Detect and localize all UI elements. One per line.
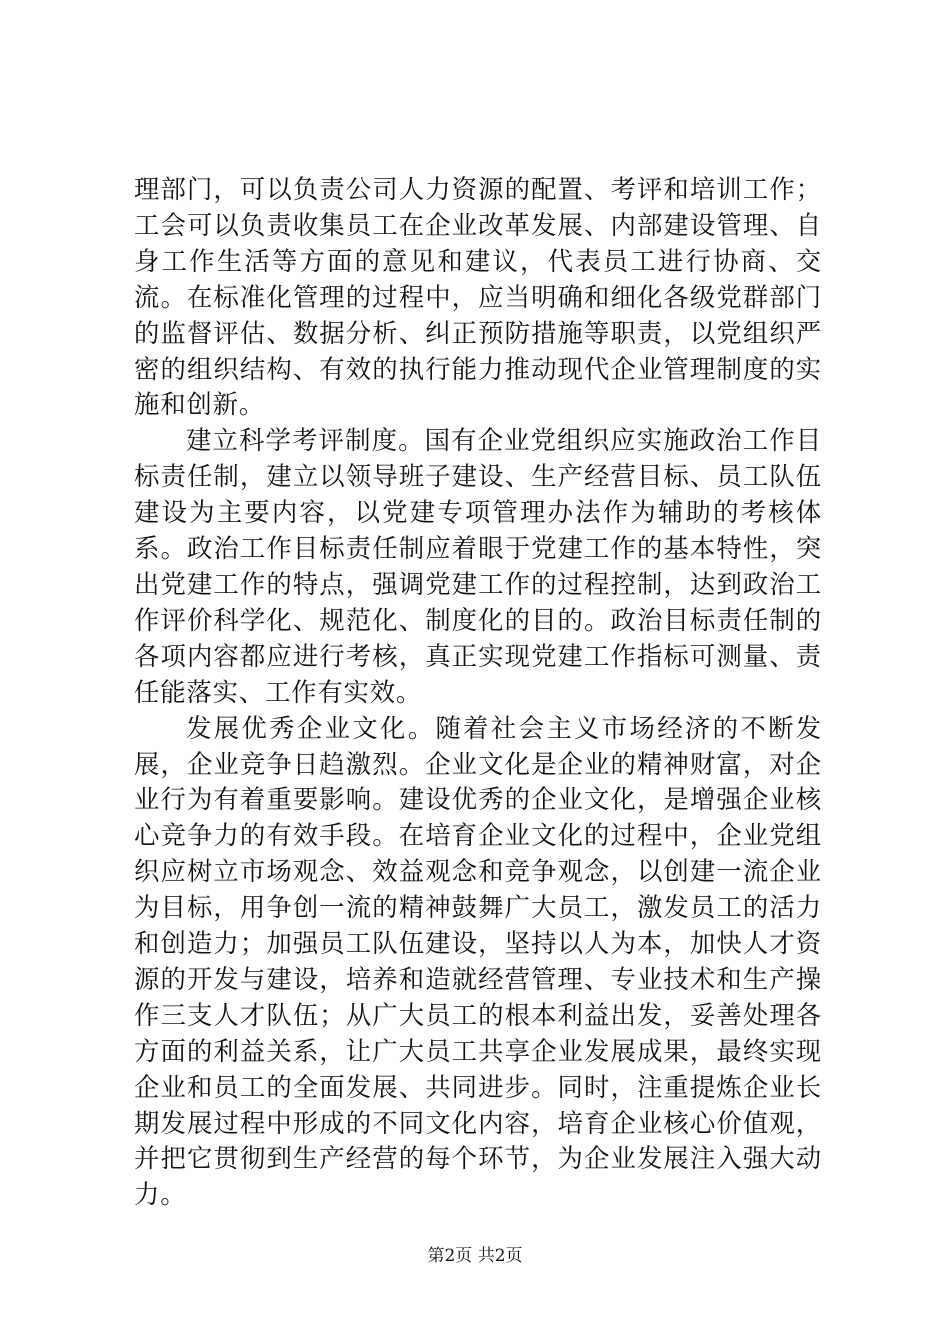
paragraph-evaluation-system: 建立科学考评制度。国有企业党组织应实施政治工作目标责任制，建立以领导班子建设、生产经营目标、员工队伍建设为主要内容，以党建专项管理办法作为辅助的考核体系。政治工作目标责任制应着眼于党建工作的基本特性，突出党建工作的特点，强调党建工作的过程控制，达到政治工作评价科学化、规范化、制度化的目的。政治目标责任制的各项内容都应进行考核，真正实现党建工作指标可测量、责任能落实、工作有实效。: [134, 425, 822, 707]
paragraph-corporate-culture: 发展优秀企业文化。随着社会主义市场经济的不断发展，企业竞争日趋激烈。企业文化是企业的精神财富，对企业行为有着重要影响。建设优秀的企业文化，是增强企业核心竞争力的有效手段。在培育企业文化的过程中，企业党组织应树立市场观念、效益观念和竞争观念，以创建一流企业为目标，用争创一流的精神鼓舞广大员工，激发员工的活力和创造力；加强员工队伍建设，坚持以人为本，加快人才资源的开发与建设，培养和造就经营管理、专业技术和生产操作三支人才队伍；从广大员工的根本利益出发，妥善处理各方面的利益关系，让广大员工共享企业发展成果，最终实现企业和员工的全面发展、共同进步。同时，注重提炼企业长期发展过程中形成的不同文化内容，培育企业核心价值观，并把它贯彻到生产经营的每个环节，为企业发展注入强大动力。: [134, 712, 822, 1210]
document-body: [134, 172, 822, 1213]
page-number-footer: 第2页 共2页: [427, 1246, 523, 1266]
paragraph-hr-and-union: 理部门，可以负责公司人力资源的配置、考评和培训工作；工会可以负责收集员工在企业改革发展、内部建设管理、自身工作生活等方面的意见和建议，代表员工进行协商、交流。在标准化管理的过程中，应当明确和细化各级党群部门的监督评估、数据分析、纠正预防措施等职责，以党组织严密的组织结构、有效的执行能力推动现代企业管理制度的实施和创新。: [134, 174, 822, 420]
